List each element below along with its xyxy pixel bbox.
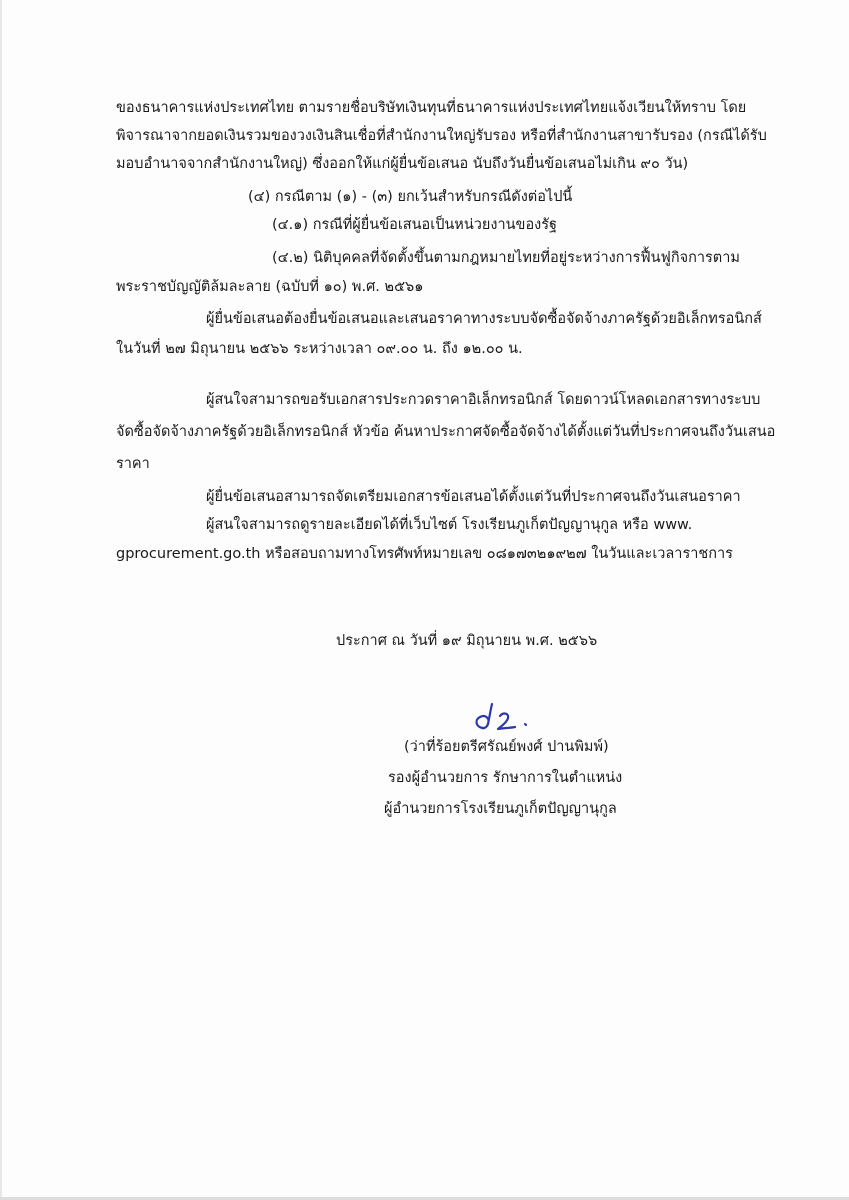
- body-line-14: ผู้สนใจสามารถดูรายละเอียดได้ที่เว็บไซต์ โรงเรียนภูเก็ตปัญญานุกูล หรือ www.: [206, 517, 693, 533]
- body-line-4: (๔) กรณีตาม (๑) - (๓) ยกเว้นสำหรับกรณีดังต่อไปนี้: [248, 189, 573, 205]
- body-line-3: มอบอำนาจจากสำนักงานใหญ่) ซึ่งออกให้แก่ผู้ยื่นข้อเสนอ นับถึงวันยื่นข้อเสนอไม่เกิน ๙๐ วัน): [116, 156, 689, 172]
- body-line-9: ในวันที่ ๒๗ มิถุนายน ๒๕๖๖ ระหว่างเวลา ๐๙.๐๐ น. ถึง ๑๒.๐๐ น.: [116, 341, 523, 357]
- signatory-position-1: รองผู้อำนวยการ รักษาการในตำแหน่ง: [388, 770, 623, 786]
- signatory-position-2: ผู้อำนวยการโรงเรียนภูเก็ตปัญญานุกูล: [384, 801, 617, 817]
- body-line-1: ของธนาคารแห่งประเทศไทย ตามรายชื่อบริษัทเงินทุนที่ธนาคารแห่งประเทศไทยแจ้งเวียนให้ทราบ โดย: [116, 100, 747, 116]
- body-line-5: (๔.๑) กรณีที่ผู้ยื่นข้อเสนอเป็นหน่วยงานของรัฐ: [272, 217, 558, 233]
- announcement-date: ประกาศ ณ วันที่ ๑๙ มิถุนายน พ.ศ. ๒๕๖๖: [336, 633, 598, 649]
- body-line-12: ราคา: [116, 456, 150, 472]
- body-line-15: gprocurement.go.th หรือสอบถามทางโทรศัพท์หมายเลข ๐๘๑๗๓๒๑๙๒๗ ในวันและเวลาราชการ: [116, 546, 733, 562]
- body-line-6: (๔.๒) นิติบุคคลที่จัดตั้งขึ้นตามกฎหมายไทยที่อยู่ระหว่างการฟื้นฟูกิจการตาม: [272, 250, 740, 266]
- signature-icon: [470, 700, 540, 734]
- body-line-2: พิจารณาจากยอดเงินรวมของวงเงินสินเชื่อที่สำนักงานใหญ่รับรอง หรือที่สำนักงานสาขารับรอง (กรณีได้รับ: [116, 128, 767, 144]
- signatory-name: (ว่าที่ร้อยตรีศรัณย์พงศ์ ปานพิมพ์): [404, 739, 609, 755]
- body-line-8: ผู้ยื่นข้อเสนอต้องยื่นข้อเสนอและเสนอราคาทางระบบจัดซื้อจัดจ้างภาครัฐด้วยอิเล็กทรอนิกส์: [206, 311, 762, 327]
- body-line-13: ผู้ยื่นข้อเสนอสามารถจัดเตรียมเอกสารข้อเสนอได้ตั้งแต่วันที่ประกาศจนถึงวันเสนอราคา: [206, 489, 741, 505]
- body-line-10: ผู้สนใจสามารถขอรับเอกสารประกวดราคาอิเล็กทรอนิกส์ โดยดาวน์โหลดเอกสารทางระบบ: [206, 392, 761, 408]
- body-line-7: พระราชบัญญัติล้มละลาย (ฉบับที่ ๑๐) พ.ศ. ๒๕๖๑: [116, 279, 424, 295]
- body-line-11: จัดซื้อจัดจ้างภาครัฐด้วยอิเล็กทรอนิกส์ หัวข้อ ค้นหาประกาศจัดซื้อจัดจ้างได้ตั้งแต่วันที่ประกาศจนถึงวันเสนอ: [116, 424, 776, 440]
- page-edge-left: [0, 0, 2, 1200]
